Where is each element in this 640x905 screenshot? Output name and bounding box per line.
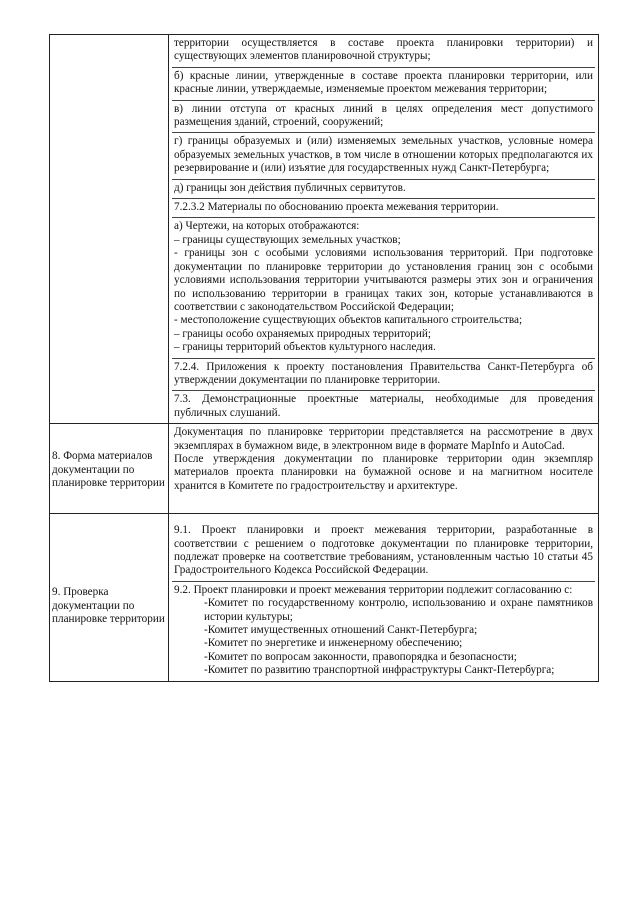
text-line: в) линии отступа от красных линий в целях определения мест допустимого размещения зданий, строений, сооружений;	[174, 102, 593, 129]
table-row	[50, 424, 599, 514]
section-heading	[172, 199, 595, 218]
paragraph	[172, 180, 595, 199]
list-item: – границы существующих земельных участков;	[174, 233, 401, 246]
paragraph	[172, 424, 595, 513]
requirements-table	[49, 34, 599, 682]
row-content-cell	[169, 424, 599, 514]
paragraph	[172, 582, 595, 681]
list-item: -Комитет по энергетике и инженерному обеспечению;	[204, 637, 463, 650]
table-row	[50, 514, 599, 681]
text-line: д) границы зон действия публичных сервитутов.	[174, 181, 406, 194]
paragraph	[172, 68, 595, 101]
paragraph	[172, 35, 595, 68]
row-label-cell	[50, 424, 169, 514]
paragraph	[172, 133, 595, 179]
text-line: 9.2. Проект планировки и проект межевания территории подлежит согласованию с:	[174, 583, 573, 596]
list-item: -Комитет по вопросам законности, правопорядка и безопасности;	[204, 650, 517, 663]
text-line: 7.2.4. Приложения к проекту постановления Правительства Санкт-Петербурга об утверждении документации по планировке территории.	[174, 360, 593, 386]
text-line: 7.3. Демонстрационные проектные материалы, необходимые для проведения публичных слушаний.	[174, 393, 593, 419]
list-item: – границы территорий объектов культурного наследия.	[174, 341, 436, 354]
text-line: а) Чертежи, на которых отображаются:	[174, 220, 360, 233]
text-line: 7.2.3.2 Материалы по обоснованию проекта межевания территории.	[174, 201, 499, 214]
list-item: – границы особо охраняемых природных территорий;	[174, 327, 431, 340]
table-row	[50, 35, 599, 424]
paragraph	[172, 359, 595, 392]
row-label-cell	[50, 35, 169, 424]
paragraph	[172, 101, 595, 134]
text-line: территории осуществляется в составе проекта планировки территории) и существующих элементов планировочной структуры;	[174, 37, 593, 63]
list-item: - местоположение существующих объектов капитального строительства;	[174, 314, 523, 327]
row-content-cell	[169, 514, 599, 681]
row-label-cell	[50, 514, 169, 681]
text-line: 9.1. Проект планировки и проект межевания территории, разработанные в соответствии с решением о подготовке документации по планировке территории, подлежат проверке на соответствие требованиям, установленным частью 10 статьи 45 Градостроительного Кодекса Российской Федерации.	[174, 524, 593, 577]
row-content-cell	[169, 35, 599, 424]
list-item: -Комитет по развитию транспортной инфраструктуры Санкт-Петербурга;	[204, 664, 555, 677]
text-line: После утверждения документации по планировке территории один экземпляр материалов проекта планировки на бумажной основе и на магнитном носителе хранится в Комитете по градостроительству и архитектуре.	[174, 452, 593, 492]
text-line: б) красные линии, утвержденные в составе проекта планировки территории, или красные линии, утверждаемые, изменяемые проектом межевания территории;	[174, 69, 593, 96]
row-label: 9. Проверка документации по планировке территории	[52, 586, 165, 625]
text-line: г) границы образуемых и (или) изменяемых земельных участков, условные номера образуемых земельных участков, в том числе в отношении которых предполагаются их резервирование и (или) изъятие для государственных нужд Санкт-Петербурга;	[174, 135, 593, 175]
list-item: -Комитет по государственному контролю, использованию и охране памятников истории культуры;	[204, 597, 593, 623]
paragraph	[172, 218, 595, 358]
text-line: Документация по планировке территории представляется на рассмотрение в двух экземплярах в бумажном виде, в электронном виде в формате MapInfo и AutoCad.	[174, 426, 593, 452]
paragraph	[172, 522, 595, 582]
paragraph	[172, 391, 595, 423]
list-item: - границы зон с особыми условиями использования территорий. При подготовке документации по планировке территории до установления границ зон с особыми условиями использования территории учитываются размеры этих зон и ограничения по использованию территории в границах таких зон, которые устанавливаются в соответствии с законодательством Российской Федерации;	[174, 247, 593, 313]
row-label: 8. Форма материалов документации по планировке территории	[52, 450, 165, 489]
list-item: -Комитет имущественных отношений Санкт-Петербурга;	[204, 624, 478, 637]
